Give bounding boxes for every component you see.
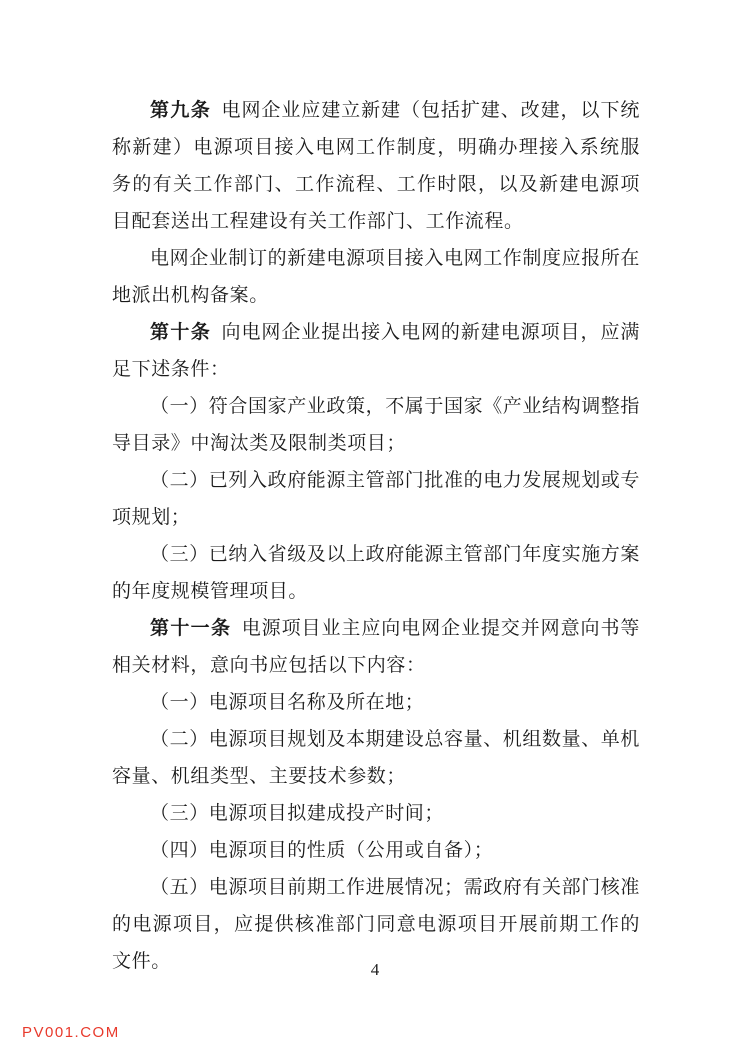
- watermark: PV001.COM: [22, 1024, 120, 1041]
- paragraph-text: （一）电源项目名称及所在地；: [150, 691, 425, 713]
- list-item: [112, 832, 640, 869]
- paragraph-text: （二）已列入政府能源主管部门批准的电力发展规划或专项规划；: [112, 469, 641, 528]
- paragraph-text: 电网企业应建立新建（包括扩建、改建，以下统称新建）电源项目接入电网工作制度，明确办理接入系统服务的有关工作部门、工作流程、工作时限，以及新建电源项目配套送出工程建设有关工作部门、工作流程。: [112, 99, 640, 232]
- list-item: [112, 462, 640, 536]
- paragraph-text: （三）电源项目拟建成投产时间；: [150, 802, 445, 824]
- paragraph-text: （一）符合国家产业政策，不属于国家《产业结构调整指导目录》中淘汰类及限制类项目；: [112, 395, 641, 454]
- list-item: [112, 795, 640, 832]
- list-item: [112, 388, 640, 462]
- article-heading: 第十条: [150, 321, 212, 343]
- paragraph-text: （三）已纳入省级及以上政府能源主管部门年度实施方案的年度规模管理项目。: [112, 543, 641, 602]
- list-item: [112, 721, 640, 795]
- document-body: [112, 92, 640, 980]
- paragraph-text: （五）电源项目前期工作进展情况；需政府有关部门核准的电源项目，应提供核准部门同意电源项目开展前期工作的文件。: [112, 876, 641, 972]
- paragraph: [112, 240, 640, 314]
- article-heading: 第九条: [150, 99, 212, 121]
- page-number: 4: [370, 960, 380, 979]
- list-item: [112, 536, 640, 610]
- paragraph-text: 电源项目业主应向电网企业提交并网意向书等相关材料，意向书应包括以下内容：: [112, 617, 640, 676]
- paragraph-text: （四）电源项目的性质（公用或自备）；: [150, 839, 494, 861]
- list-item: [112, 684, 640, 721]
- paragraph-article-11: [112, 610, 640, 684]
- paragraph-article-10: [112, 314, 640, 388]
- paragraph-text: 向电网企业提出接入电网的新建电源项目，应满足下述条件：: [112, 321, 640, 380]
- paragraph-text: （二）电源项目规划及本期建设总容量、机组数量、单机容量、机组类型、主要技术参数；: [112, 728, 641, 787]
- paragraph-article-9: [112, 92, 640, 240]
- paragraph-text: 电网企业制订的新建电源项目接入电网工作制度应报所在地派出机构备案。: [112, 247, 641, 306]
- article-heading: 第十一条: [150, 617, 232, 639]
